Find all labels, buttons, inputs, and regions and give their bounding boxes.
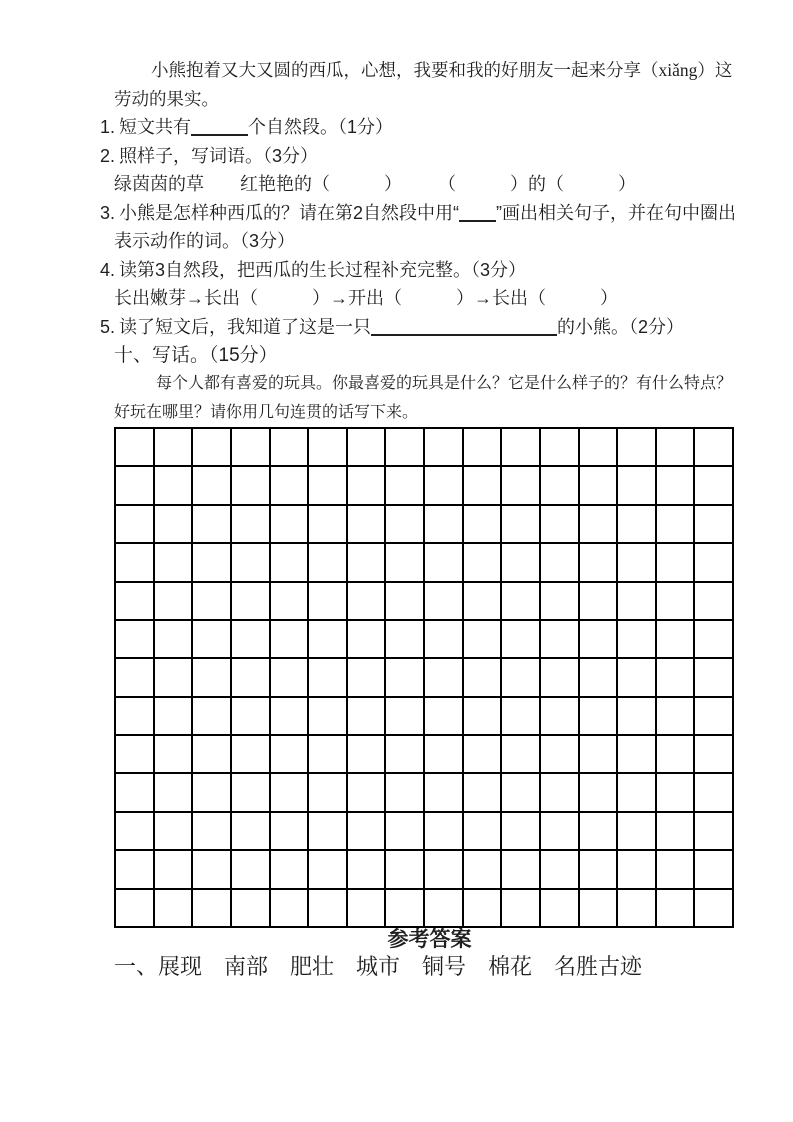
grid-cell [464,890,503,928]
grid-cell [271,544,310,582]
grid-cell [618,467,657,505]
grid-cell [271,813,310,851]
grid-cell [386,506,425,544]
grid-cell [155,544,194,582]
grid-cell [657,813,696,851]
grid-cell [425,698,464,736]
grid-cell [464,813,503,851]
grid-cell [425,659,464,697]
grid-cell [580,698,619,736]
grid-cell [580,583,619,621]
grid-cell [193,429,232,467]
grid-cell [348,583,387,621]
grid-cell [232,467,271,505]
writing-grid [114,427,734,928]
grid-cell [695,621,734,659]
grid-cell [155,659,194,697]
grid-cell [386,698,425,736]
grid-cell [425,621,464,659]
grid-cell [386,621,425,659]
grid-cell [657,506,696,544]
grid-cell [657,621,696,659]
grid-cell [386,544,425,582]
grid-cell [155,467,194,505]
grid-cell [541,813,580,851]
grid-cell [618,813,657,851]
grid-cell [348,851,387,889]
question-3-text-pre: 小熊是怎样种西瓜的？请在第2自然段中用“ [119,202,460,223]
grid-cell [464,467,503,505]
grid-cell [618,659,657,697]
grid-cell [348,736,387,774]
grid-cell [348,774,387,812]
grid-cell [116,583,155,621]
grid-cell [155,736,194,774]
grid-cell [116,774,155,812]
grid-cell [502,890,541,928]
grid-cell [309,621,348,659]
writing-section-title: 十、写话。（15分） [114,345,278,366]
grid-cell [271,659,310,697]
grid-cell [232,621,271,659]
grid-cell [348,506,387,544]
grid-cell [580,467,619,505]
grid-cell [580,736,619,774]
grid-cell [541,467,580,505]
grid-cell [116,736,155,774]
grid-cell [502,698,541,736]
grid-cell [464,698,503,736]
grid-cell [348,659,387,697]
grid-cell [618,890,657,928]
grid-cell [232,659,271,697]
grid-cell [193,467,232,505]
grid-cell [271,851,310,889]
grid-cell [657,659,696,697]
grid-cell [541,659,580,697]
grid-cell [618,774,657,812]
grid-cell [425,851,464,889]
grid-cell [193,736,232,774]
question-1-number: 1. [100,117,116,137]
grid-cell [271,506,310,544]
grid-cell [386,890,425,928]
question-3-text-post: ”画出相关句子，并在句中圈出表示动作的词。（3分） [114,202,737,251]
question-4-text: 读第3自然段，把西瓜的生长过程补充完整。（3分） [119,259,527,280]
grid-cell [348,544,387,582]
grid-cell [695,736,734,774]
grid-cell [348,698,387,736]
grid-cell [116,851,155,889]
grid-cell [502,736,541,774]
grid-cell [116,890,155,928]
grid-cell [193,583,232,621]
question-3-number: 3. [100,202,116,223]
grid-cell [309,544,348,582]
grid-cell [271,698,310,736]
grid-cell [193,890,232,928]
grid-cell [580,813,619,851]
grid-cell [386,659,425,697]
question-4-number: 4. [100,259,116,280]
grid-cell [580,544,619,582]
grid-cell [657,467,696,505]
grid-cell [580,659,619,697]
grid-cell [580,774,619,812]
answer-key-title: 参考答案 [387,928,472,951]
grid-cell [155,851,194,889]
grid-cell [309,890,348,928]
question-5-number: 5. [100,316,116,337]
grid-cell [425,890,464,928]
grid-cell [425,774,464,812]
answer-blank [459,208,496,222]
grid-cell [657,851,696,889]
grid-cell [271,890,310,928]
grid-cell [502,621,541,659]
grid-cell [386,774,425,812]
grid-cell [309,583,348,621]
grid-cell [695,890,734,928]
grid-cell [232,583,271,621]
grid-cell [618,736,657,774]
question-5-text-pre: 读了短文后，我知道了这是一只 [119,316,372,337]
grid-cell [309,736,348,774]
grid-cell [695,813,734,851]
question-5 [100,313,745,342]
grid-cell [541,429,580,467]
grid-cell [309,659,348,697]
grid-cell [155,890,194,928]
grid-cell [232,698,271,736]
grid-cell [309,698,348,736]
grid-cell [155,621,194,659]
grid-cell [425,813,464,851]
grid-cell [425,467,464,505]
question-4-sequence-line: 长出嫩芽→长出（ ）→开出（ ）→长出（ ） [114,288,618,308]
grid-cell [193,851,232,889]
grid-cell [348,890,387,928]
grid-cell [193,544,232,582]
question-2-text: 照样子，写词语。（3分） [119,145,319,166]
question-2-number: 2. [100,145,116,166]
grid-cell [116,698,155,736]
grid-cell [309,813,348,851]
question-5-text-post: 的小熊。（2分） [557,316,685,337]
grid-cell [348,621,387,659]
answer-blank [371,322,557,336]
grid-cell [271,583,310,621]
grid-cell [695,698,734,736]
answer-key-item-1: 一、展现 南部 肥壮 城市 铜号 棉花 名胜古迹 [114,954,643,979]
grid-cell [695,506,734,544]
grid-cell [541,621,580,659]
grid-cell [695,467,734,505]
grid-cell [425,583,464,621]
grid-cell [580,890,619,928]
grid-cell [541,851,580,889]
grid-cell [695,429,734,467]
question-1-text-post: 个自然段。（1分） [248,117,394,137]
grid-cell [155,583,194,621]
grid-cell [695,774,734,812]
grid-cell [155,698,194,736]
grid-cell [193,659,232,697]
grid-cell [657,736,696,774]
grid-cell [618,851,657,889]
question-2 [100,142,745,171]
grid-cell [657,774,696,812]
question-3 [100,199,745,256]
grid-cell [502,851,541,889]
grid-cell [386,851,425,889]
grid-cell [425,544,464,582]
grid-cell [464,429,503,467]
grid-cell [541,890,580,928]
grid-cell [232,813,271,851]
grid-cell [232,736,271,774]
grid-cell [271,736,310,774]
grid-cell [541,774,580,812]
grid-cell [464,774,503,812]
grid-cell [116,621,155,659]
grid-cell [309,774,348,812]
grid-cell [464,851,503,889]
grid-cell [193,621,232,659]
grid-cell [464,621,503,659]
grid-cell [580,621,619,659]
grid-cell [116,659,155,697]
grid-cell [657,583,696,621]
grid-cell [657,544,696,582]
grid-cell [271,774,310,812]
grid-cell [116,429,155,467]
grid-cell [309,851,348,889]
grid-cell [580,429,619,467]
grid-cell [695,851,734,889]
grid-cell [657,698,696,736]
grid-cell [502,429,541,467]
grid-cell [695,659,734,697]
grid-cell [271,467,310,505]
grid-cell [193,506,232,544]
grid-cell [386,736,425,774]
grid-cell [232,429,271,467]
grid-cell [618,698,657,736]
question-1-text-pre: 短文共有 [119,117,192,137]
grid-cell [541,506,580,544]
grid-cell [464,544,503,582]
grid-cell [502,544,541,582]
question-4 [100,256,745,285]
grid-cell [502,659,541,697]
grid-cell [193,774,232,812]
grid-cell [657,429,696,467]
grid-cell [541,736,580,774]
grid-cell [541,583,580,621]
passage-paragraph: 小熊抱着又大又圆的西瓜，心想，我要和我的好朋友一起来分享（xiǎng）这劳动的果实。 [114,60,733,109]
grid-cell [116,813,155,851]
grid-cell [155,506,194,544]
question-1 [100,113,745,142]
grid-cell [502,467,541,505]
grid-cell [618,621,657,659]
grid-cell [232,890,271,928]
grid-cell [386,467,425,505]
grid-cell [618,544,657,582]
grid-cell [116,544,155,582]
grid-cell [502,813,541,851]
grid-cell [232,544,271,582]
grid-cell [425,736,464,774]
grid-cell [155,813,194,851]
writing-prompt: 每个人都有喜爱的玩具。你最喜爱的玩具是什么？它是什么样子的？有什么特点？好玩在哪里？请你用几句连贯的话写下来。 [114,375,733,421]
grid-cell [541,698,580,736]
grid-cell [155,429,194,467]
grid-cell [348,813,387,851]
grid-cell [348,467,387,505]
grid-cell [271,429,310,467]
grid-cell [309,467,348,505]
grid-cell [541,544,580,582]
grid-cell [193,698,232,736]
grid-cell [618,506,657,544]
grid-cell [464,736,503,774]
grid-cell [464,583,503,621]
grid-cell [232,774,271,812]
grid-cell [116,467,155,505]
grid-cell [502,774,541,812]
grid-cell [232,506,271,544]
grid-cell [464,659,503,697]
grid-cell [618,583,657,621]
grid-cell [695,583,734,621]
grid-cell [386,583,425,621]
grid-cell [386,813,425,851]
grid-cell [193,813,232,851]
grid-cell [580,851,619,889]
grid-cell [580,506,619,544]
grid-cell [309,506,348,544]
answer-blank [191,122,248,136]
grid-cell [348,429,387,467]
grid-cell [116,506,155,544]
grid-cell [271,621,310,659]
grid-cell [464,506,503,544]
grid-cell [386,429,425,467]
grid-cell [502,583,541,621]
grid-cell [425,506,464,544]
grid-cell [309,429,348,467]
grid-cell [695,544,734,582]
grid-cell [657,890,696,928]
grid-cell [232,851,271,889]
question-2-example-line: 绿茵茵的草 红艳艳的（ ） （ ）的（ ） [114,174,636,194]
grid-cell [425,429,464,467]
grid-cell [618,429,657,467]
grid-cell [502,506,541,544]
grid-cell [155,774,194,812]
